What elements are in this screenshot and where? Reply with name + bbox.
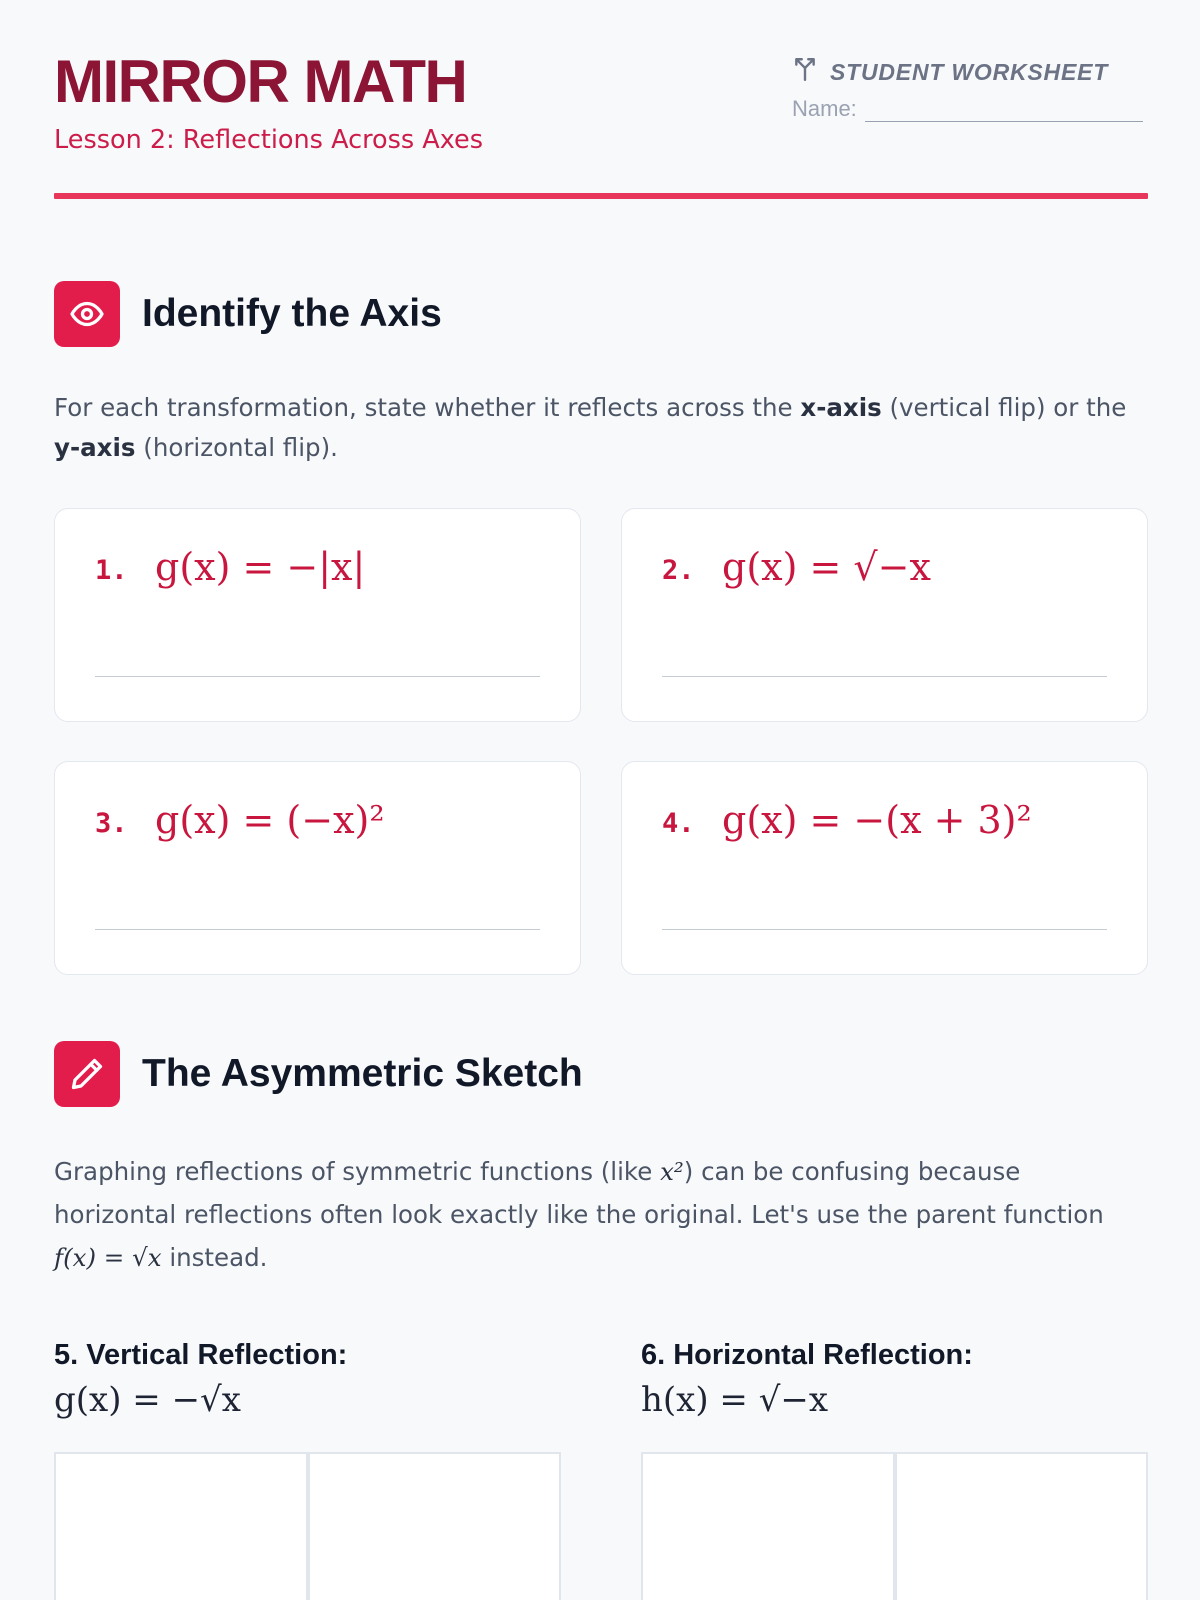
- question-expression: g(x) = (−x)²: [155, 798, 385, 842]
- instruction-text: (horizontal flip).: [135, 433, 338, 462]
- header-divider: [54, 193, 1148, 199]
- question-number: 2.: [662, 555, 695, 586]
- section-instructions: [54, 388, 1148, 468]
- q5-expression: g(x) = −√x: [54, 1380, 241, 1420]
- section-instructions: [54, 1150, 1148, 1279]
- worksheet-page: [54, 0, 1148, 1600]
- reflect-arrows-icon: [792, 56, 818, 88]
- question-expression: g(x) = −|x|: [155, 545, 366, 589]
- pencil-icon: [54, 1041, 120, 1107]
- name-label: Name:: [792, 96, 857, 121]
- instruction-y-axis: y-axis: [54, 433, 136, 462]
- section-asymmetric-sketch-header: [54, 1041, 583, 1107]
- instruction-text: (vertical flip) or the: [881, 393, 1127, 422]
- instruction-text: For each transformation, state whether it reflects across the: [54, 393, 801, 422]
- worksheet-tag-label: STUDENT WORKSHEET: [830, 58, 1109, 85]
- instruction-math: x²: [660, 1157, 684, 1186]
- question-number: 4.: [662, 808, 695, 839]
- name-field[interactable]: [792, 96, 1143, 122]
- instruction-math: f(x) = √x: [54, 1243, 162, 1272]
- answer-line[interactable]: [662, 929, 1107, 930]
- question-card: [621, 761, 1148, 975]
- q5-label: 5. Vertical Reflection:: [54, 1339, 348, 1371]
- sketch-grid-q5[interactable]: [54, 1452, 561, 1600]
- instruction-text: ) can be confusing because horizontal reflections often look exactly like the original. Let's use the parent function: [54, 1157, 1104, 1229]
- sketch-grid-q6[interactable]: [641, 1452, 1148, 1600]
- grid-divider: [306, 1454, 310, 1600]
- name-blank-line[interactable]: [865, 100, 1143, 122]
- page-title: MIRROR MATH: [54, 48, 467, 115]
- question-number: 3.: [95, 808, 128, 839]
- lesson-subtitle: Lesson 2: Reflections Across Axes: [54, 125, 484, 155]
- answer-line[interactable]: [95, 929, 540, 930]
- question-card: [54, 508, 581, 722]
- instruction-text: Graphing reflections of symmetric functions (like: [54, 1157, 661, 1186]
- answer-line[interactable]: [662, 676, 1107, 677]
- section-title: The Asymmetric Sketch: [142, 1052, 583, 1095]
- grid-divider: [893, 1454, 897, 1600]
- instruction-text: instead.: [161, 1243, 268, 1272]
- question-number: 1.: [95, 555, 128, 586]
- q6-label: 6. Horizontal Reflection:: [641, 1339, 973, 1371]
- question-card: [54, 761, 581, 975]
- section-title: Identify the Axis: [142, 292, 442, 335]
- eye-icon: [54, 281, 120, 347]
- q6-expression: h(x) = √−x: [641, 1380, 829, 1420]
- answer-line[interactable]: [95, 676, 540, 677]
- question-card: [621, 508, 1148, 722]
- instruction-x-axis: x-axis: [800, 393, 882, 422]
- question-expression: g(x) = −(x + 3)²: [722, 798, 1032, 842]
- question-expression: g(x) = √−x: [722, 545, 931, 589]
- worksheet-tag: [792, 56, 1108, 88]
- section-identify-axis-header: [54, 281, 442, 347]
